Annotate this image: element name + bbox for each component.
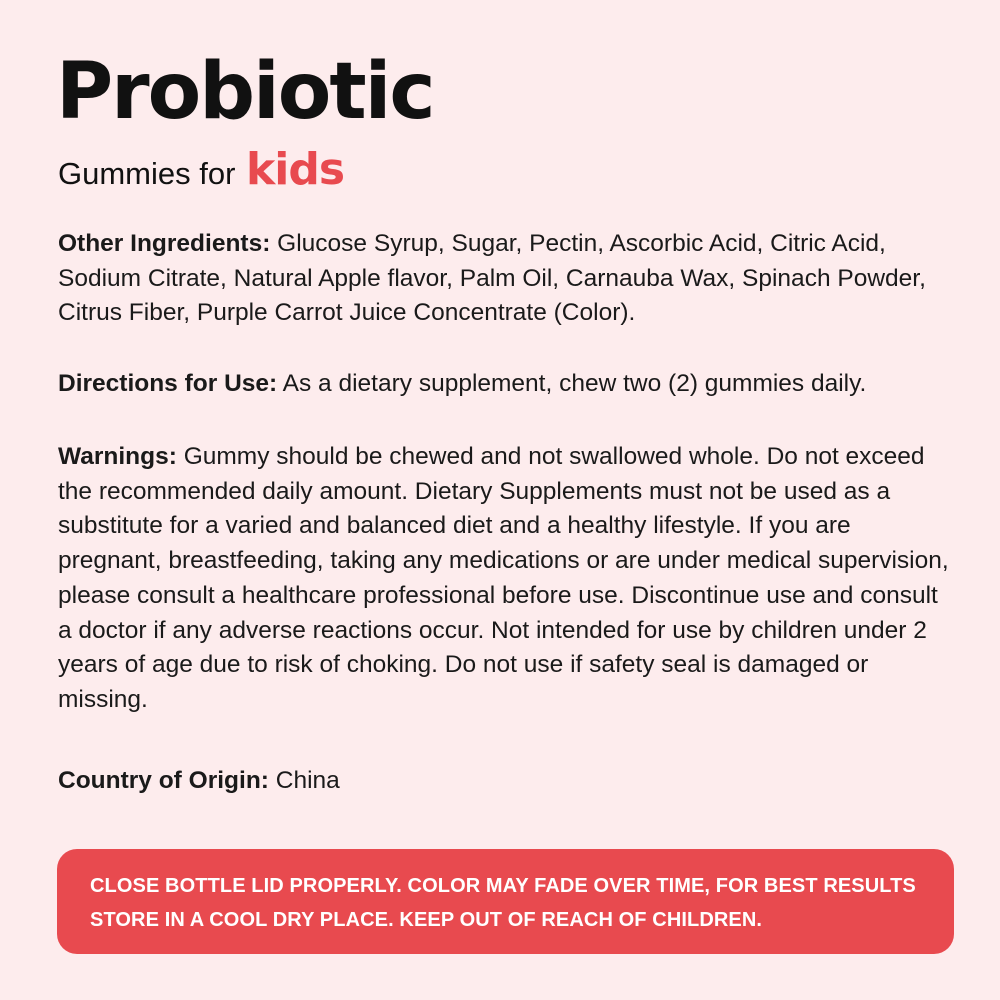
subtitle-prefix: Gummies for [58,156,236,191]
warnings-label: Warnings: [58,443,177,470]
warnings-section [58,440,958,718]
ingredients-section [58,227,938,331]
origin-text: China [275,767,340,794]
product-subtitle [58,140,344,204]
subtitle-highlight: kids [246,144,345,195]
ingredients-text: Glucose Syrup, Sugar, Pectin, Ascorbic Acid, Citric Acid, Sodium Citrate, Natural Apple flavor, Palm Oil, Carnauba Wax, Spinach Powder, Citrus Fiber, Purple Carrot Juice Concentrate (Color). [58,230,926,327]
storage-notice-banner [57,849,954,954]
notice-line-1: CLOSE BOTTLE LID PROPERLY. COLOR MAY FADE OVER TIME, FOR BEST RESULTS [90,875,916,897]
ingredients-label: Other Ingredients: [58,230,271,257]
notice-line-2: STORE IN A COOL DRY PLACE. KEEP OUT OF REACH OF CHILDREN. [90,909,763,931]
directions-section [58,367,968,402]
directions-label: Directions for Use: [58,370,278,397]
origin-section [58,764,858,799]
origin-label: Country of Origin: [58,767,269,794]
directions-text: As a dietary supplement, chew two (2) gummies daily. [282,370,867,397]
product-title: Probiotic [56,47,434,137]
warnings-text: Gummy should be chewed and not swallowed whole. Do not exceed the recommended daily amount. Dietary Supplements must not be used as a substitute for a varied and balanced diet and a healthy lifestyle. If you are pregnant, breastfeeding, taking any medications or are under medical supervision, please consult a healthcare professional before use. Discontinue use and consult a doctor if any adverse reactions occur. Not intended for use by children under 2 years of age due to risk of choking. Do not use if safety seal is damaged or missing. [58,443,949,713]
